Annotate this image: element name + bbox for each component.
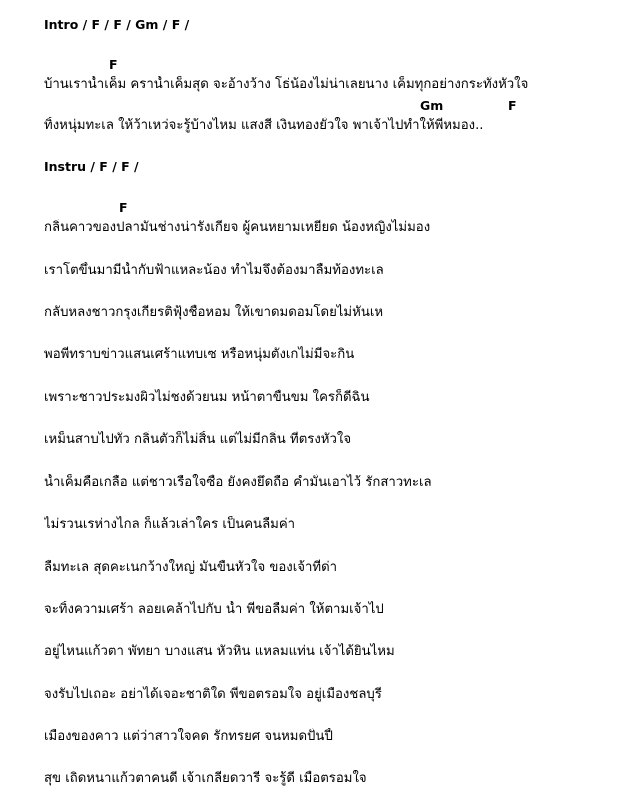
lyric-line: กลิ่นคาวของปลามันช่างน่ารังเกียจ ผู้คนหยามเหยียด น้องหญิงไม่มอง	[44, 220, 431, 235]
lyric-verse1-line1: บ้านเราน้ำเค็ม คราน้ำเค็มสุด จะอ้างว้าง โธ่น้องไม่น่าเลยนาง เค็มทุกอย่างกระทั่งหัวใจ	[44, 77, 529, 92]
lyric-line: เราโตขึ้นมามีน้ำกับฟ้าแหละน้อง ทำไมจึงต้องมาลืมท้องทะเล	[44, 263, 384, 278]
lyric-line: น้ำเค็มคือเกลือ แต่ชาวเรือใจซื่อ ยังคงยึดถือ คำมั่นเอาไว้ รักสาวทะเล	[44, 475, 432, 490]
lyric-line: พอพี่ทราบข่าวแสนเศร้าแทบเซ หรือหนุ่มตังเกไม่มีจะกิน	[44, 347, 355, 362]
chord-verse1-line2-gm: Gm	[420, 98, 444, 113]
lyric-line: เพราะชาวประมงผิวไม่ชงด้วยนม หน้าตาขื่นขม ใครก็ดีฉิน	[44, 390, 370, 405]
lyric-line: สุข เถิดหนาแก้วตาคนดี เจ้าเกลียดวารี จะรู้ดี เมื่อตรอมใจ	[44, 771, 367, 786]
chord-verse2-line1: F	[119, 200, 128, 215]
lyric-line: ลืมทะเล สุดคะเนกว้างใหญ่ มันขืนหัวใจ ของเจ้าที่ด่า	[44, 560, 338, 575]
lyric-verse1-line2: ทิ้งหนุ่มทะเล ให้ว้าเหว่จะรู้บ้างไหม แสงสี เงินทองยั่วใจ พาเจ้าไปทำให้พี่หมอง..	[44, 118, 484, 133]
lyric-line: จะทิ้งความเศร้า ลอยเคล้าไปกับ น้ำ พี่ขอลืมค่า ให้ตามเจ้าไป	[44, 602, 384, 617]
lyric-line: เหม็นสาบไปทั่ว กลิ่นตัวก็ไม่สิ้น แต่ไม่มีกลิ่น ที่ตรงหัวใจ	[44, 432, 352, 447]
instru-line: Instru / F / F /	[44, 159, 139, 174]
chord-verse1-line1: F	[109, 57, 118, 72]
lyric-line: เมืองของคาว แต่ว่าสาวใจคด รักทรยศ จนหมดปั่นปี้	[44, 729, 333, 744]
lyric-line: ไม่รวนเรห่างไกล ก็แล้วเล่าใคร เป็นคนลืมค่า	[44, 517, 296, 532]
lyric-line: อยู่ไหนแก้วตา พัทยา บางแสน หัวหิน แหลมแท่น เจ้าได้ยินไหม	[44, 644, 395, 659]
chord-verse1-line2-f: F	[508, 98, 517, 113]
intro-line: Intro / F / F / Gm / F /	[44, 17, 190, 32]
lyric-line: จงรับไปเถอะ อย่าได้เจอะชาติใด พี่ขอตรอมใจ อยู่เมืองชลบุรี	[44, 687, 382, 702]
lyric-line: กลับหลงชาวกรุงเกียรติฟุ้งชื่อหอม ให้เขาดมดอมโดยไม่หันเห	[44, 305, 384, 320]
